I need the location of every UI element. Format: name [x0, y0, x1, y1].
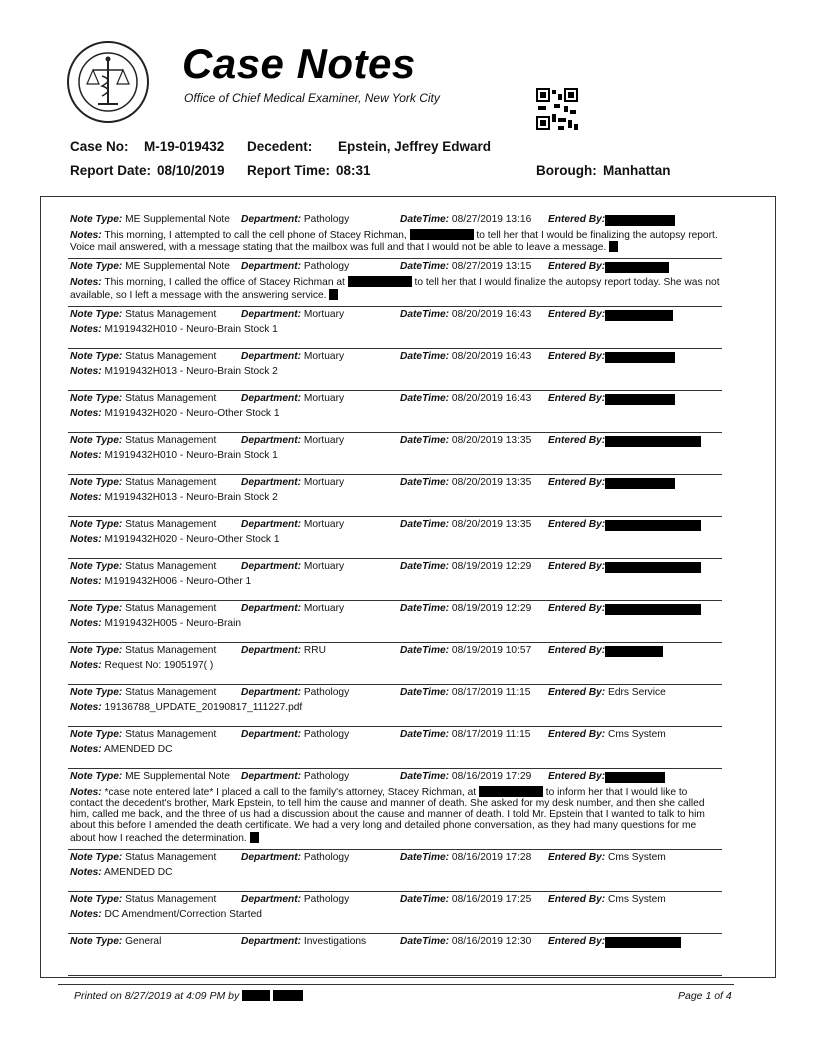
decedent-value: Epstein, Jeffrey Edward	[338, 139, 492, 154]
redaction	[605, 604, 701, 615]
department-field	[241, 729, 349, 740]
printed-on-text: Printed on 8/27/2019 at 4:09 PM by	[74, 990, 240, 1002]
note-text-segment: *case note entered late* I placed a call to the family's attorney, Stacey Richman, at	[104, 786, 479, 798]
datetime-value: 08/20/2019 13:35	[451, 476, 532, 488]
note-type-label: Note Type:	[70, 214, 123, 225]
note-text-segment: 19136788_UPDATE_20190817_111227.pdf	[104, 701, 303, 713]
page-subtitle: Office of Chief Medical Examiner, New York City	[184, 91, 440, 105]
note-type-field	[70, 309, 216, 320]
note-type-field	[70, 519, 216, 530]
note-text-segment: to tell her that I would finalize the autopsy report today. She was not available, so I left a message with the answering service.	[70, 277, 720, 301]
notes-label: Notes:	[70, 659, 102, 671]
notes-label: Notes:	[70, 575, 102, 587]
department-field	[241, 261, 349, 272]
entered-by-field	[548, 771, 605, 782]
datetime-field	[400, 351, 531, 362]
datetime-label: DateTime:	[400, 214, 450, 225]
entered-by-field	[548, 603, 605, 614]
datetime-value: 08/19/2019 12:29	[451, 560, 532, 572]
note-type-value: Status Management	[125, 686, 217, 698]
note-type-field	[70, 214, 230, 225]
entered-by-label: Entered By:	[548, 350, 606, 362]
redaction	[605, 478, 675, 489]
note-type-value: Status Management	[125, 893, 217, 905]
entered-by-label: Entered By:	[548, 560, 606, 572]
note-entry	[68, 559, 722, 601]
entered-by-value: Cms System	[608, 851, 666, 863]
note-type-value: Status Management	[125, 560, 217, 572]
notes-label: Notes:	[70, 449, 102, 461]
ocme-seal-icon	[66, 40, 150, 124]
entered-by-field	[548, 645, 605, 656]
department-label: Department:	[241, 214, 302, 225]
notes-label: Notes:	[70, 908, 102, 920]
note-entry	[68, 349, 722, 391]
department-label: Department:	[241, 728, 302, 740]
note-type-label: Note Type:	[70, 518, 123, 530]
department-value: Pathology	[303, 214, 350, 225]
note-text-segment: DC Amendment/Correction Started	[104, 908, 262, 920]
note-type-label: Note Type:	[70, 602, 123, 614]
case-notes-list	[68, 212, 722, 976]
entered-by-field	[548, 936, 605, 947]
department-value: Mortuary	[303, 434, 345, 446]
note-entry	[68, 601, 722, 643]
note-type-label: Note Type:	[70, 686, 123, 698]
department-field	[241, 393, 344, 404]
note-type-label: Note Type:	[70, 308, 123, 320]
note-text-segment: to inform her that I would like to contact the decedent's brother, Mark Epstein, to tell him the cause and manner of death. She asked for my desk number, and then she called him, called me back, and the three of us had a discussion about the cause and manner of death. I told Mr. Epstein that I wanted to talk to him about this before I amended the death certificate. We had a very long and detailed phone conversation, as they had many questions for me about how I reached the determination.	[70, 786, 705, 844]
note-type-value: Status Management	[125, 434, 217, 446]
notes-label: Notes:	[70, 701, 102, 713]
note-text-segment: M1919432H020 - Neuro-Other Stock 1	[104, 533, 280, 545]
note-type-label: Note Type:	[70, 476, 123, 488]
department-label: Department:	[241, 686, 302, 698]
note-type-field	[70, 936, 161, 947]
note-type-field	[70, 645, 216, 656]
note-type-value: Status Management	[125, 602, 217, 614]
department-field	[241, 771, 349, 782]
notes-label: Notes:	[70, 617, 102, 629]
entered-by-label: Entered By:	[548, 518, 606, 530]
entered-by-value: Edrs Service	[608, 686, 666, 698]
datetime-value: 08/20/2019 16:43	[451, 308, 532, 320]
note-entry	[68, 727, 722, 769]
redaction	[605, 937, 681, 948]
note-text-segment: M1919432H005 - Neuro-Brain	[104, 617, 242, 629]
note-entry	[68, 433, 722, 475]
note-type-field	[70, 351, 216, 362]
note-type-label: Note Type:	[70, 261, 123, 273]
note-text-segment: to tell her that I would be finalizing the autopsy report. Voice mail answered, with a message stating that the mailbox was full and that I would not be able to leave a message.	[70, 230, 718, 254]
redaction	[605, 262, 669, 273]
borough-value: Manhattan	[603, 163, 671, 178]
note-entry	[68, 391, 722, 433]
department-value: Mortuary	[303, 350, 345, 362]
datetime-label: DateTime:	[400, 602, 450, 614]
entered-by-field	[548, 687, 666, 698]
note-type-label: Note Type:	[70, 392, 123, 404]
redaction	[605, 394, 675, 405]
datetime-value: 08/16/2019 17:29	[451, 770, 532, 782]
note-type-field	[70, 771, 230, 782]
note-text	[70, 909, 722, 920]
notes-label: Notes:	[70, 323, 102, 335]
note-type-value: General	[125, 935, 162, 947]
note-text-segment: Request No: 1905197( )	[104, 659, 214, 671]
entered-by-label: Entered By:	[548, 602, 606, 614]
datetime-label: DateTime:	[400, 893, 450, 905]
note-type-value: ME Supplemental Note	[125, 261, 230, 273]
entered-by-field	[548, 393, 605, 404]
note-type-field	[70, 603, 216, 614]
note-text-segment: M1919432H010 - Neuro-Brain Stock 1	[104, 449, 278, 461]
datetime-label: DateTime:	[400, 518, 450, 530]
note-text-segment: M1919432H013 - Neuro-Brain Stock 2	[104, 491, 278, 503]
note-text	[70, 276, 722, 300]
redaction	[479, 786, 543, 797]
department-value: Pathology	[303, 851, 350, 863]
note-type-value: ME Supplemental Note	[125, 770, 230, 782]
datetime-field	[400, 309, 531, 320]
redaction	[273, 990, 303, 1001]
department-label: Department:	[241, 644, 302, 656]
datetime-value: 08/16/2019 17:25	[451, 893, 532, 905]
entered-by-field	[548, 309, 605, 320]
note-type-field	[70, 261, 230, 272]
datetime-field	[400, 936, 531, 947]
entered-by-field	[548, 261, 605, 272]
department-label: Department:	[241, 935, 302, 947]
notes-label: Notes:	[70, 491, 102, 503]
note-text-segment: AMENDED DC	[103, 743, 173, 755]
entered-by-label: Entered By:	[548, 770, 606, 782]
note-entry	[68, 934, 722, 976]
note-type-value: Status Management	[125, 518, 217, 530]
note-text	[70, 450, 722, 461]
datetime-value: 08/16/2019 12:30	[451, 935, 532, 947]
entered-by-field	[548, 729, 666, 740]
entered-by-label: Entered By:	[548, 893, 606, 905]
note-type-value: Status Management	[125, 476, 217, 488]
printed-on	[74, 990, 303, 1002]
department-value: Pathology	[303, 770, 350, 782]
datetime-label: DateTime:	[400, 644, 450, 656]
entered-by-field	[548, 214, 605, 225]
datetime-value: 08/20/2019 16:43	[451, 350, 532, 362]
datetime-label: DateTime:	[400, 851, 450, 863]
case-no-label: Case No:	[70, 139, 129, 154]
datetime-value: 08/19/2019 10:57	[451, 644, 532, 656]
borough-label: Borough:	[536, 163, 597, 178]
redaction	[605, 772, 665, 783]
note-text-segment: This morning, I called the office of Stacey Richman at	[104, 277, 348, 289]
department-label: Department:	[241, 560, 302, 572]
redaction	[250, 832, 259, 843]
entered-by-label: Entered By:	[548, 728, 606, 740]
datetime-label: DateTime:	[400, 392, 450, 404]
note-type-label: Note Type:	[70, 644, 123, 656]
note-type-value: Status Management	[125, 350, 217, 362]
department-label: Department:	[241, 770, 302, 782]
note-type-label: Note Type:	[70, 893, 123, 905]
department-label: Department:	[241, 308, 302, 320]
datetime-field	[400, 214, 531, 225]
note-text	[70, 534, 722, 545]
note-type-value: ME Supplemental Note	[125, 214, 230, 225]
department-value: Pathology	[303, 893, 350, 905]
note-type-value: Status Management	[125, 308, 217, 320]
notes-label: Notes:	[70, 866, 102, 878]
datetime-field	[400, 561, 531, 572]
datetime-value: 08/20/2019 16:43	[451, 392, 532, 404]
entered-by-field	[548, 519, 605, 530]
entered-by-label: Entered By:	[548, 434, 606, 446]
datetime-label: DateTime:	[400, 935, 450, 947]
note-type-value: Status Management	[125, 644, 217, 656]
note-type-label: Note Type:	[70, 434, 123, 446]
note-type-field	[70, 894, 216, 905]
datetime-label: DateTime:	[400, 476, 450, 488]
note-entry	[68, 212, 722, 259]
note-entry	[68, 475, 722, 517]
note-text	[70, 492, 722, 503]
datetime-value: 08/27/2019 13:15	[451, 261, 532, 273]
note-type-field	[70, 393, 216, 404]
note-text	[70, 702, 722, 713]
redaction	[605, 310, 673, 321]
entered-by-field	[548, 894, 666, 905]
redaction	[605, 352, 675, 363]
note-entry	[68, 850, 722, 892]
department-label: Department:	[241, 518, 302, 530]
department-label: Department:	[241, 350, 302, 362]
redaction	[605, 520, 701, 531]
entered-by-label: Entered By:	[548, 851, 606, 863]
entered-by-field	[548, 852, 666, 863]
note-text	[70, 229, 722, 253]
datetime-value: 08/19/2019 12:29	[451, 602, 532, 614]
notes-label: Notes:	[70, 365, 102, 377]
datetime-field	[400, 435, 531, 446]
datetime-field	[400, 393, 531, 404]
datetime-label: DateTime:	[400, 261, 450, 273]
note-type-label: Note Type:	[70, 935, 123, 947]
note-type-field	[70, 561, 216, 572]
datetime-label: DateTime:	[400, 434, 450, 446]
datetime-field	[400, 771, 531, 782]
datetime-field	[400, 645, 531, 656]
note-text	[70, 366, 722, 377]
datetime-field	[400, 519, 531, 530]
redaction	[348, 276, 412, 287]
department-field	[241, 351, 344, 362]
entered-by-field	[548, 435, 605, 446]
redaction	[329, 289, 338, 300]
page-number: Page 1 of 4	[678, 990, 732, 1002]
note-type-field	[70, 687, 216, 698]
notes-label: Notes:	[70, 277, 102, 289]
note-type-value: Status Management	[125, 728, 217, 740]
note-text	[70, 786, 722, 844]
notes-label: Notes:	[70, 230, 102, 241]
note-type-value: Status Management	[125, 851, 217, 863]
entered-by-label: Entered By:	[548, 261, 606, 273]
note-text-segment: M1919432H013 - Neuro-Brain Stock 2	[104, 365, 278, 377]
notes-label: Notes:	[70, 786, 102, 798]
entered-by-label: Entered By:	[548, 935, 606, 947]
report-date-value: 08/10/2019	[157, 163, 225, 178]
department-label: Department:	[241, 392, 302, 404]
entered-by-value: Cms System	[608, 893, 666, 905]
department-value: Investigations	[303, 935, 367, 947]
department-value: Mortuary	[303, 308, 345, 320]
page-title: Case Notes	[182, 40, 416, 87]
note-text	[70, 618, 722, 629]
department-value: Mortuary	[303, 602, 345, 614]
note-text	[70, 867, 722, 878]
note-type-field	[70, 852, 216, 863]
note-entry	[68, 769, 722, 850]
department-field	[241, 852, 349, 863]
department-label: Department:	[241, 434, 302, 446]
department-field	[241, 477, 344, 488]
datetime-field	[400, 603, 531, 614]
note-entry	[68, 517, 722, 559]
note-text	[70, 408, 722, 419]
datetime-label: DateTime:	[400, 308, 450, 320]
department-field	[241, 309, 344, 320]
note-type-label: Note Type:	[70, 560, 123, 572]
note-type-field	[70, 435, 216, 446]
department-value: Mortuary	[303, 560, 345, 572]
datetime-field	[400, 687, 530, 698]
redaction	[410, 229, 474, 240]
note-text-segment: M1919432H010 - Neuro-Brain Stock 1	[104, 323, 278, 335]
entered-by-field	[548, 561, 605, 572]
entered-by-label: Entered By:	[548, 476, 606, 488]
department-label: Department:	[241, 602, 302, 614]
notes-label: Notes:	[70, 533, 102, 545]
note-type-field	[70, 729, 216, 740]
department-field	[241, 603, 344, 614]
datetime-value: 08/20/2019 13:35	[451, 434, 532, 446]
department-value: Mortuary	[303, 476, 345, 488]
department-label: Department:	[241, 476, 302, 488]
note-text	[70, 324, 722, 335]
report-time-value: 08:31	[336, 163, 371, 178]
redaction	[605, 215, 675, 226]
department-label: Department:	[241, 851, 302, 863]
redaction	[605, 562, 701, 573]
department-field	[241, 519, 344, 530]
department-field	[241, 435, 344, 446]
datetime-value: 08/27/2019 13:16	[451, 214, 532, 225]
note-text-segment: This morning, I attempted to call the cell phone of Stacey Richman,	[104, 230, 410, 241]
case-no-value: M-19-019432	[144, 139, 225, 154]
note-entry	[68, 643, 722, 685]
department-field	[241, 645, 326, 656]
department-value: Mortuary	[303, 392, 345, 404]
datetime-field	[400, 477, 531, 488]
department-field	[241, 894, 349, 905]
note-type-label: Note Type:	[70, 350, 123, 362]
datetime-label: DateTime:	[400, 770, 450, 782]
note-type-label: Note Type:	[70, 770, 123, 782]
datetime-value: 08/17/2019 11:15	[451, 728, 531, 740]
note-type-value: Status Management	[125, 392, 217, 404]
note-entry	[68, 892, 722, 934]
note-text	[70, 660, 722, 671]
decedent-label: Decedent:	[247, 139, 313, 154]
note-text	[70, 576, 722, 587]
entered-by-label: Entered By:	[548, 392, 606, 404]
notes-label: Notes:	[70, 407, 102, 419]
datetime-value: 08/17/2019 11:15	[451, 686, 531, 698]
entered-by-field	[548, 351, 605, 362]
department-value: Pathology	[303, 728, 350, 740]
redaction	[609, 241, 618, 252]
department-value: Mortuary	[303, 518, 345, 530]
department-label: Department:	[241, 893, 302, 905]
department-field	[241, 214, 349, 225]
entered-by-label: Entered By:	[548, 214, 606, 225]
datetime-value: 08/16/2019 17:28	[451, 851, 532, 863]
entered-by-label: Entered By:	[548, 686, 606, 698]
entered-by-label: Entered By:	[548, 644, 606, 656]
department-value: RRU	[303, 644, 326, 656]
datetime-label: DateTime:	[400, 686, 450, 698]
note-text	[70, 744, 722, 755]
entered-by-value: Cms System	[608, 728, 666, 740]
datetime-label: DateTime:	[400, 728, 450, 740]
note-type-field	[70, 477, 216, 488]
entered-by-label: Entered By:	[548, 308, 606, 320]
report-time-label: Report Time:	[247, 163, 331, 178]
note-text-segment: M1919432H020 - Neuro-Other Stock 1	[104, 407, 280, 419]
note-text-segment: M1919432H006 - Neuro-Other 1	[104, 575, 252, 587]
datetime-label: DateTime:	[400, 560, 450, 572]
datetime-value: 08/20/2019 13:35	[451, 518, 532, 530]
entered-by-field	[548, 477, 605, 488]
note-entry	[68, 307, 722, 349]
datetime-label: DateTime:	[400, 350, 450, 362]
note-entry	[68, 259, 722, 306]
datetime-field	[400, 852, 531, 863]
redaction	[605, 436, 701, 447]
datetime-field	[400, 894, 531, 905]
note-text-segment: AMENDED DC	[103, 866, 173, 878]
department-field	[241, 561, 344, 572]
department-field	[241, 936, 366, 947]
datetime-field	[400, 729, 530, 740]
department-value: Pathology	[303, 261, 350, 273]
department-label: Department:	[241, 261, 302, 273]
note-entry	[68, 685, 722, 727]
qr-code-icon	[536, 88, 578, 130]
datetime-field	[400, 261, 531, 272]
redaction	[242, 990, 270, 1001]
footer-divider	[58, 984, 734, 985]
note-type-label: Note Type:	[70, 728, 123, 740]
department-field	[241, 687, 349, 698]
notes-label: Notes:	[70, 743, 102, 755]
redaction	[605, 646, 663, 657]
note-type-label: Note Type:	[70, 851, 123, 863]
report-date-label: Report Date:	[70, 163, 152, 178]
department-value: Pathology	[303, 686, 350, 698]
